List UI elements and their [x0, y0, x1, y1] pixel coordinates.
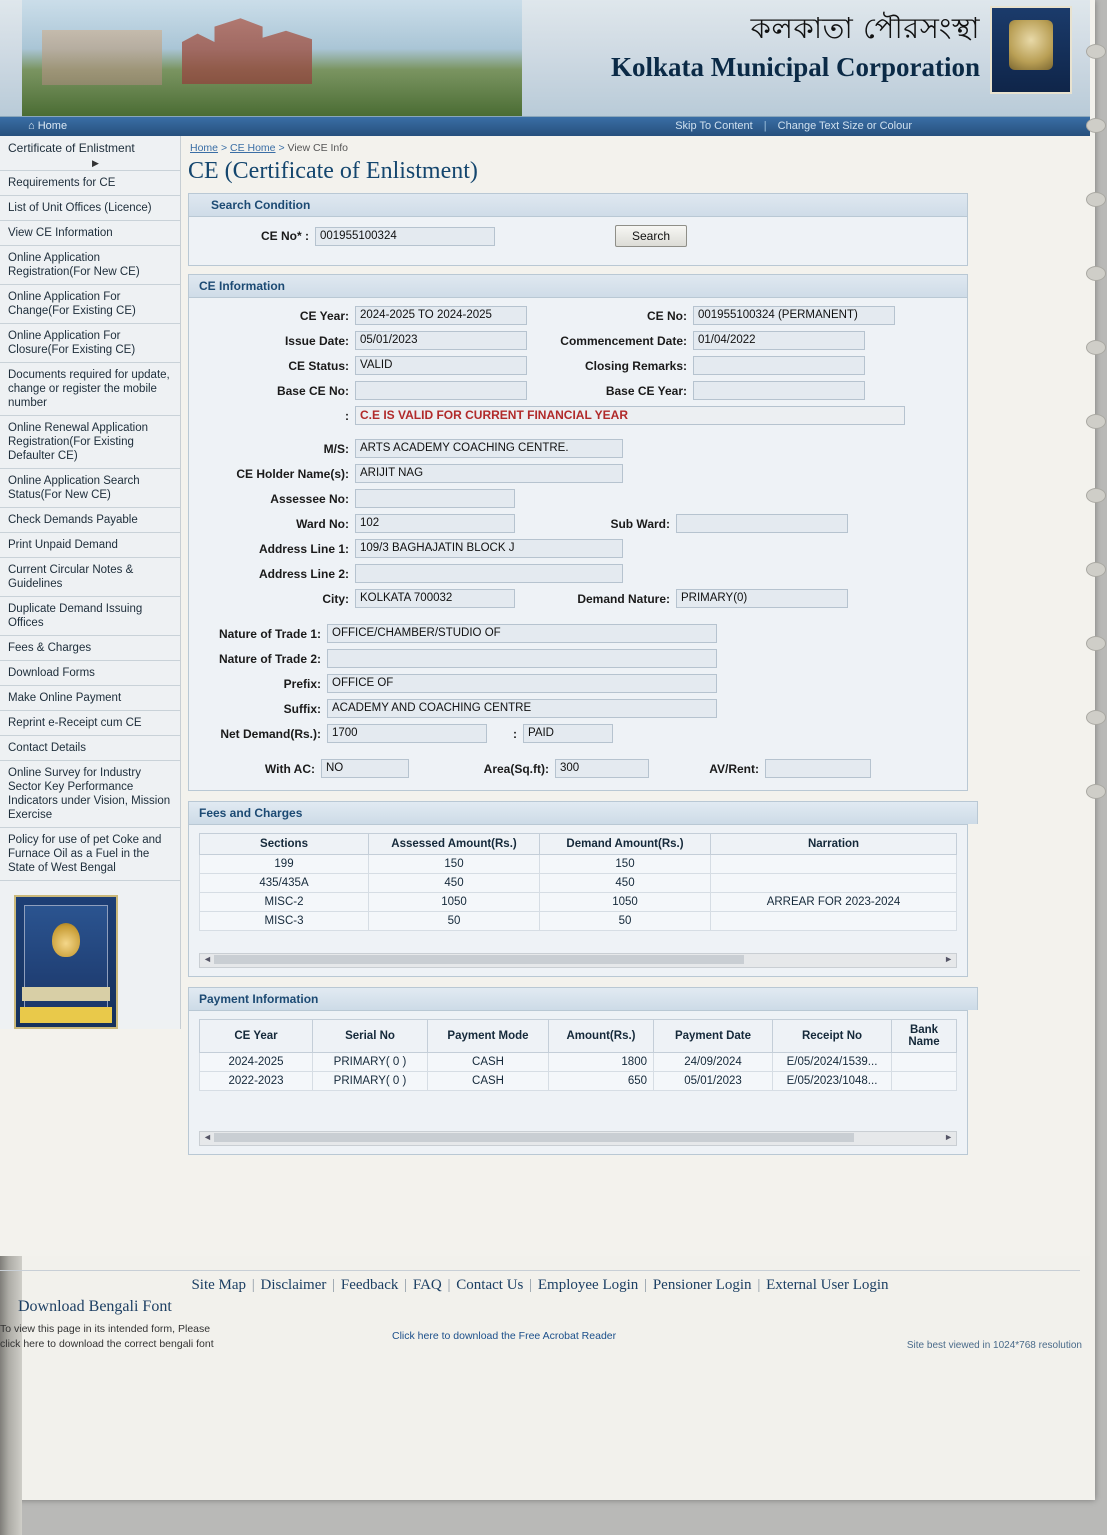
paid-colon: :: [513, 726, 517, 741]
table-header-row: [200, 1020, 957, 1053]
footer-link-external-user-login[interactable]: External User Login: [766, 1277, 889, 1293]
breadcrumb-sep: >: [220, 142, 228, 154]
cell-narration: ARREAR FOR 2023-2024: [711, 893, 957, 912]
sidebar-item-download-forms[interactable]: [0, 661, 180, 686]
col-payment-mode: Payment Mode: [428, 1020, 549, 1053]
sidebar-item-online-survey[interactable]: [0, 761, 180, 828]
sub-ward-label: Sub Ward:: [610, 516, 670, 531]
punch-hole: [1086, 636, 1106, 651]
assessee-no-label: Assessee No:: [270, 491, 349, 506]
caret-right-icon: ▶: [92, 157, 99, 168]
sidebar-item-label: List of Unit Offices (Licence): [8, 201, 152, 214]
nature-of-trade-1-label: Nature of Trade 1:: [218, 626, 321, 641]
cell-payment-date: 05/01/2023: [654, 1072, 773, 1091]
skip-to-content-link[interactable]: Skip To Content: [675, 120, 753, 132]
sidebar-item-label: View CE Information: [8, 226, 113, 239]
sidebar-item-online-application-registration[interactable]: [0, 246, 180, 285]
cell-bank-name: [892, 1053, 957, 1072]
sidebar-item-label: Documents required for update, change or register the mobile number: [8, 368, 170, 409]
av-rent-value: [765, 759, 871, 778]
cell-narration: [711, 855, 957, 874]
nature-of-trade-2-label: Nature of Trade 2:: [218, 651, 321, 666]
sidebar-item-label: Online Application Search Status(For New CE): [8, 474, 140, 501]
col-bank-name: Bank Name: [892, 1020, 957, 1053]
cell-demand: 1050: [540, 893, 711, 912]
breadcrumb-ce-home[interactable]: CE Home: [230, 142, 276, 154]
sidebar-item-label: Reprint e-Receipt cum CE: [8, 717, 142, 730]
breadcrumb-home[interactable]: Home: [190, 142, 219, 154]
cell-payment-mode: CASH: [428, 1072, 549, 1091]
col-demand-amount: Demand Amount(Rs.): [540, 834, 711, 855]
page-title: CE (Certificate of Enlistment): [188, 158, 478, 184]
site-header: [0, 0, 1090, 117]
cell-payment-date: 24/09/2024: [654, 1053, 773, 1072]
main-content: [182, 136, 1082, 1155]
nature-of-trade-1-value: OFFICE/CHAMBER/STUDIO OF: [327, 624, 717, 643]
col-payment-date: Payment Date: [654, 1020, 773, 1053]
punch-hole: [1086, 118, 1106, 133]
sidebar-item-label: Policy for use of pet Coke and Furnace Oil as a Fuel in the State of West Bengal: [8, 834, 162, 875]
suffix-label: Suffix:: [283, 701, 321, 716]
cell-payment-mode: CASH: [428, 1053, 549, 1072]
cell-amount: 1800: [549, 1053, 654, 1072]
fees-and-charges-table: [199, 833, 957, 931]
demand-nature-value: PRIMARY(0): [676, 589, 848, 608]
base-ce-no-value: [355, 381, 527, 400]
ward-no-label: Ward No:: [296, 516, 349, 531]
kmc-emblem-icon: [14, 895, 118, 1029]
table-row: [200, 855, 957, 874]
nav-separator: |: [763, 120, 767, 132]
bengali-font-text-line1: To view this page in its intended form, Please: [0, 1323, 211, 1335]
col-amount: Amount(Rs.): [549, 1020, 654, 1053]
top-nav-bar: [0, 117, 1090, 136]
cell-section: 435/435A: [200, 874, 369, 893]
cell-narration: [711, 874, 957, 893]
sidebar-item-label: Duplicate Demand Issuing Offices: [8, 602, 143, 629]
resolution-note: Site best viewed in 1024*768 resolution: [906, 1340, 1082, 1351]
ce-no-label: CE No* :: [260, 229, 309, 243]
validity-note: C.E IS VALID FOR CURRENT FINANCIAL YEAR: [360, 408, 629, 422]
issue-date-label: Issue Date:: [284, 333, 349, 348]
footer-link-faq[interactable]: FAQ: [412, 1277, 442, 1293]
address-line-1-value: 109/3 BAGHAJATIN BLOCK J: [355, 539, 623, 558]
cell-amount: 650: [549, 1072, 654, 1091]
cell-serial-no: PRIMARY( 0 ): [313, 1053, 428, 1072]
table-row: [200, 912, 957, 931]
acrobat-download-link[interactable]: Click here to download the Free Acrobat Reader: [392, 1330, 617, 1342]
sidebar-item-application-search-status[interactable]: [0, 469, 180, 508]
search-condition-panel: [188, 193, 968, 266]
cell-bank-name: [892, 1072, 957, 1091]
net-demand-value: 1700: [327, 724, 487, 743]
sidebar: [0, 136, 181, 1029]
paid-status-value: PAID: [523, 724, 613, 743]
fees-table-horizontal-scrollbar[interactable]: [199, 953, 957, 968]
cell-assessed: 450: [369, 874, 540, 893]
ce-holder-value: ARIJIT NAG: [355, 464, 623, 483]
ce-no-input[interactable]: 001955100324: [315, 227, 495, 246]
table-header-row: [200, 834, 957, 855]
city-value: KOLKATA 700032: [355, 589, 515, 608]
download-bengali-font-title: Download Bengali Font: [18, 1298, 172, 1315]
table-row: [200, 874, 957, 893]
punch-hole: [1086, 192, 1106, 207]
ce-holder-label: CE Holder Name(s):: [236, 466, 349, 481]
demand-nature-label: Demand Nature:: [577, 591, 670, 606]
closing-remarks-label: Closing Remarks:: [584, 358, 687, 373]
breadcrumb: [182, 136, 1082, 156]
ce-year-value: 2024-2025 TO 2024-2025: [355, 306, 527, 325]
sidebar-item-label: Online Application For Closure(For Existing CE): [8, 329, 136, 356]
col-ce-year: CE Year: [200, 1020, 313, 1053]
punch-hole: [1086, 266, 1106, 281]
scrollbar-thumb[interactable]: [214, 1133, 854, 1142]
sidebar-item-certificate-of-enlistment[interactable]: [0, 136, 180, 171]
footer-links: Site Map | Disclaimer | Feedback | FAQ | Contact Us | Employee Login | Pensioner Login | External User Login: [0, 1270, 1080, 1296]
punch-hole: [1086, 488, 1106, 503]
bengali-font-text-line2[interactable]: click here to download the correct bengali font: [0, 1337, 214, 1350]
cell-ce-year: 2024-2025: [200, 1053, 313, 1072]
header-photo: [22, 0, 522, 116]
sidebar-item-label: Online Application For Change(For Existing CE): [8, 290, 136, 317]
sub-ward-value: [676, 514, 848, 533]
sidebar-item-reprint-ereceipt[interactable]: [0, 711, 180, 736]
punch-hole: [1086, 340, 1106, 355]
col-receipt-no: Receipt No: [773, 1020, 892, 1053]
sidebar-item-print-unpaid-demand[interactable]: [0, 533, 180, 558]
cell-assessed: 1050: [369, 893, 540, 912]
ce-information-panel: [188, 274, 968, 791]
sidebar-item-label: Requirements for CE: [8, 176, 116, 189]
fees-and-charges-panel: [188, 824, 968, 977]
address-line-2-label: Address Line 2:: [258, 566, 349, 581]
sidebar-item-label: Print Unpaid Demand: [8, 538, 118, 551]
search-button[interactable]: Search: [615, 225, 687, 247]
address-line-2-value: [355, 564, 623, 583]
cell-section: 199: [200, 855, 369, 874]
assessee-no-value: [355, 489, 515, 508]
payment-information-panel: [188, 1010, 968, 1155]
payment-table-horizontal-scrollbar[interactable]: [199, 1131, 957, 1146]
cell-assessed: 150: [369, 855, 540, 874]
base-ce-year-value: [693, 381, 865, 400]
area-value: 300: [555, 759, 649, 778]
area-label: Area(Sq.ft):: [483, 761, 549, 776]
issue-date-value: 05/01/2023: [355, 331, 527, 350]
footer-link-pensioner-login[interactable]: Pensioner Login: [652, 1277, 752, 1293]
sidebar-item-label: Current Circular Notes & Guidelines: [8, 563, 134, 590]
footer-link-disclaimer[interactable]: Disclaimer: [260, 1277, 327, 1293]
commencement-date-label: Commencement Date:: [560, 333, 687, 348]
commencement-date-value: 01/04/2022: [693, 331, 865, 350]
sidebar-item-list-of-unit-offices[interactable]: [0, 196, 180, 221]
cell-demand: 50: [540, 912, 711, 931]
payment-information-table: [199, 1019, 957, 1091]
footer-secondary: [0, 1296, 1090, 1356]
table-row: [200, 1072, 957, 1091]
sidebar-item-label: Online Survey for Industry Sector Key Performance Indicators under Vision, Mission Exercise: [8, 767, 171, 822]
sidebar-item-label: Download Forms: [8, 667, 95, 679]
sidebar-item-label: Make Online Payment: [8, 692, 122, 705]
punch-hole: [1086, 44, 1106, 59]
sidebar-item-label: Fees & Charges: [8, 641, 92, 654]
sidebar-item-online-renewal-application[interactable]: [0, 416, 180, 469]
sidebar-item-pet-coke-policy[interactable]: [0, 828, 180, 881]
search-condition-legend: Search Condition: [189, 194, 967, 217]
suffix-value: ACADEMY AND COACHING CENTRE: [327, 699, 717, 718]
sidebar-item-make-online-payment[interactable]: [0, 686, 180, 711]
cell-section: MISC-2: [200, 893, 369, 912]
col-serial-no: Serial No: [313, 1020, 428, 1053]
col-assessed-amount: Assessed Amount(Rs.): [369, 834, 540, 855]
cell-demand: 150: [540, 855, 711, 874]
table-row: [200, 893, 957, 912]
cell-assessed: 50: [369, 912, 540, 931]
fees-and-charges-legend: Fees and Charges: [188, 801, 978, 824]
change-text-size-link[interactable]: Change Text Size or Colour: [777, 120, 912, 132]
city-label: City:: [322, 591, 349, 606]
cell-receipt-no: E/05/2024/1539...: [773, 1053, 892, 1072]
cell-narration: [711, 912, 957, 931]
nature-of-trade-2-value: [327, 649, 717, 668]
cell-serial-no: PRIMARY( 0 ): [313, 1072, 428, 1091]
address-line-1-label: Address Line 1:: [258, 541, 349, 556]
base-ce-year-label: Base CE Year:: [605, 383, 687, 398]
punch-hole: [1086, 414, 1106, 429]
ce-year-label: CE Year:: [299, 308, 349, 323]
scroll-right-icon[interactable]: ►: [944, 954, 953, 964]
sidebar-item-contact-details[interactable]: [0, 736, 180, 761]
sidebar-item-fees-and-charges[interactable]: [0, 636, 180, 661]
sidebar-item-online-application-change[interactable]: [0, 285, 180, 324]
prefix-value: OFFICE OF: [327, 674, 717, 693]
ce-status-label: CE Status:: [288, 358, 349, 373]
ce-information-legend: CE Information: [189, 275, 967, 298]
page-body: [0, 136, 1090, 1256]
cell-section: MISC-3: [200, 912, 369, 931]
prefix-label: Prefix:: [283, 676, 321, 691]
scroll-right-icon[interactable]: ►: [944, 1132, 953, 1142]
sidebar-item-requirements-for-ce[interactable]: [0, 171, 180, 196]
cell-receipt-no: E/05/2023/1048...: [773, 1072, 892, 1091]
payment-information-legend: Payment Information: [188, 987, 978, 1010]
validity-colon: :: [345, 408, 349, 423]
ce-no-info-value: 001955100324 (PERMANENT): [693, 306, 895, 325]
punch-hole: [1086, 710, 1106, 725]
net-demand-label: Net Demand(Rs.):: [220, 726, 321, 741]
cell-ce-year: 2022-2023: [200, 1072, 313, 1091]
av-rent-label: AV/Rent:: [709, 761, 759, 776]
site-title-bengali: কলকাতা পৌরসংস্থা: [750, 11, 980, 45]
footer-link-feedback[interactable]: Feedback: [340, 1277, 399, 1293]
punch-hole: [1086, 562, 1106, 577]
home-icon: ⌂: [28, 120, 35, 132]
nav-home-link[interactable]: ⌂ Home: [28, 120, 68, 132]
sidebar-item-current-circular-notes[interactable]: [0, 558, 180, 597]
scrollbar-thumb[interactable]: [214, 955, 744, 964]
ward-no-value: 102: [355, 514, 515, 533]
footer-link-contact-us[interactable]: Contact Us: [456, 1277, 524, 1293]
col-narration: Narration: [711, 834, 957, 855]
kmc-crest-icon: [990, 6, 1072, 94]
col-sections: Sections: [200, 834, 369, 855]
sidebar-item-label: Online Renewal Application Registration(For Existing Defaulter CE): [8, 421, 149, 462]
base-ce-no-label: Base CE No:: [276, 383, 349, 398]
sidebar-item-documents-required[interactable]: [0, 363, 180, 416]
with-ac-label: With AC:: [264, 761, 315, 776]
footer-link-site-map[interactable]: Site Map: [191, 1277, 247, 1293]
cell-demand: 450: [540, 874, 711, 893]
scroll-left-icon[interactable]: ◄: [203, 954, 212, 964]
sidebar-item-duplicate-demand-offices[interactable]: [0, 597, 180, 636]
breadcrumb-current: View CE Info: [287, 142, 349, 154]
scroll-left-icon[interactable]: ◄: [203, 1132, 212, 1142]
sidebar-item-label: Check Demands Payable: [8, 513, 138, 526]
punch-hole: [1086, 784, 1106, 799]
sidebar-item-check-demands-payable[interactable]: [0, 508, 180, 533]
sidebar-item-label: Certificate of Enlistment: [8, 141, 135, 155]
footer-link-employee-login[interactable]: Employee Login: [537, 1277, 639, 1293]
ms-label: M/S:: [323, 441, 349, 456]
site-title-english: Kolkata Municipal Corporation: [610, 52, 980, 82]
ms-value: ARTS ACADEMY COACHING CENTRE.: [355, 439, 623, 458]
sidebar-item-online-application-closure[interactable]: [0, 324, 180, 363]
breadcrumb-sep: >: [278, 142, 285, 154]
table-row: [200, 1053, 957, 1072]
sidebar-item-label: Contact Details: [8, 742, 86, 755]
ce-no-info-label: CE No:: [647, 308, 687, 323]
sidebar-item-view-ce-information[interactable]: [0, 221, 180, 246]
closing-remarks-value: [693, 356, 865, 375]
with-ac-value: NO: [321, 759, 409, 778]
ce-status-value: VALID: [355, 356, 527, 375]
sidebar-item-label: Online Application Registration(For New CE): [8, 251, 140, 278]
